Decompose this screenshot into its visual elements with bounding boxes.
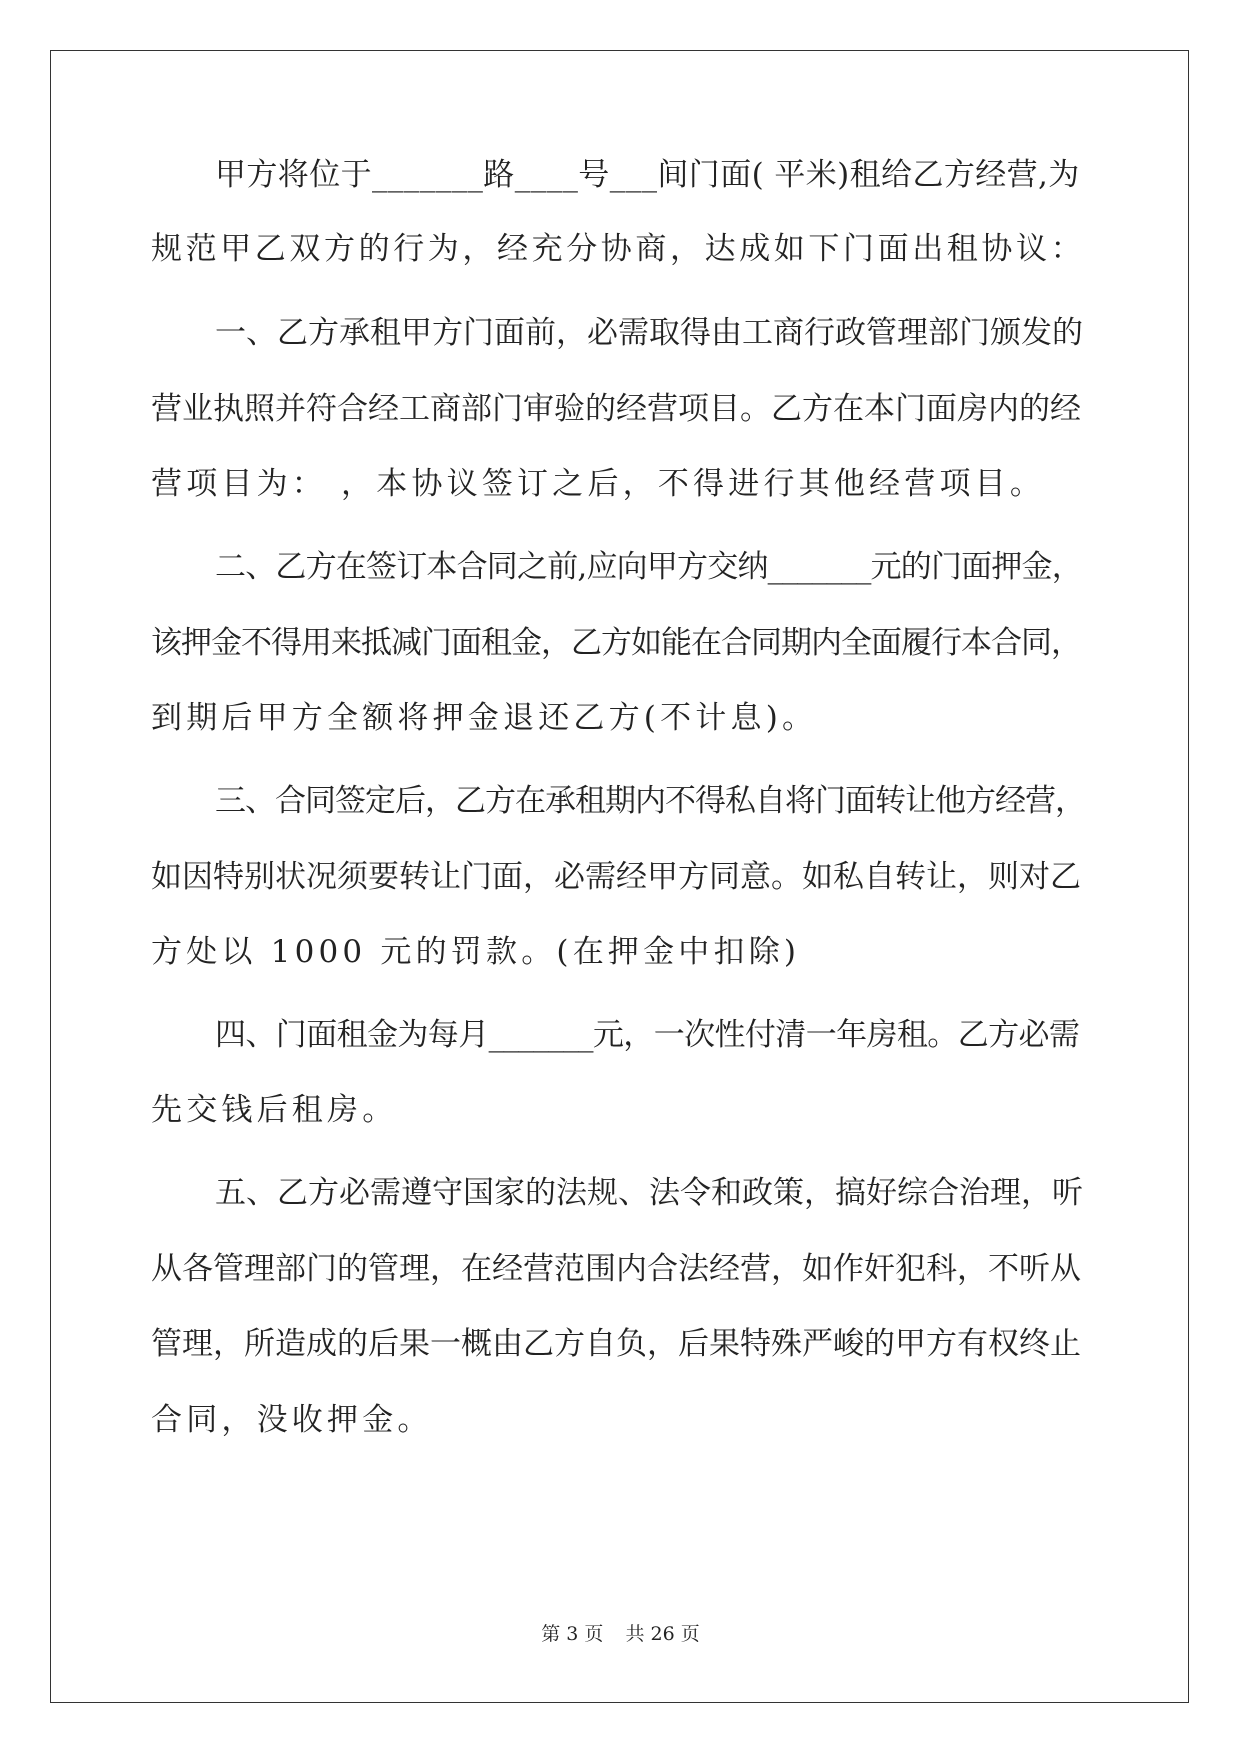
paragraph-line: 营项目为： ，本协议签订之后，不得进行其他经营项目。	[151, 466, 1046, 502]
page-footer	[0, 1622, 1241, 1646]
paragraph-line: 先交钱后租房。	[151, 1092, 398, 1128]
paragraph-line: 一、乙方承租甲方门面前，必需取得由工商行政管理部门颁发的	[215, 315, 1083, 351]
paragraph-line: 该押金不得用来抵减门面租金，乙方如能在合同期内全面履行本合同，	[151, 625, 1081, 661]
paragraph-line: 合同，没收押金。	[151, 1402, 433, 1438]
paragraph-line: 如因特别状况须要转让门面，必需经甲方同意。如私自转让，则对乙	[151, 859, 1081, 895]
total-pages: 共 26 页	[625, 1623, 700, 1645]
paragraph-line: 到期后甲方全额将押金退还乙方(不计息)。	[151, 700, 818, 736]
paragraph-line: 管理，所造成的后果一概由乙方自负，后果特殊严峻的甲方有权终止	[151, 1326, 1081, 1362]
paragraph-line: 甲方将位于_______路____号___间门面( 平米)租给乙方经营,为	[215, 157, 1080, 193]
paragraph-line: 从各管理部门的管理，在经营范围内合法经营，如作奸犯科，不听从	[151, 1251, 1081, 1287]
paragraph-line: 二、乙方在签订本合同之前,应向甲方交纳_______元的门面押金，	[215, 549, 1082, 585]
paragraph-line: 方处以 1000 元的罚款。(在押金中扣除)	[151, 934, 801, 970]
page-number: 第 3 页	[541, 1623, 604, 1645]
paragraph-line: 三、合同签定后，乙方在承租期内不得私自将门面转让他方经营，	[215, 783, 1085, 819]
paragraph-line: 营业执照并符合经工商部门审验的经营项目。乙方在本门面房内的经	[151, 391, 1081, 427]
paragraph-line: 规范甲乙双方的行为，经充分协商，达成如下门面出租协议：	[151, 231, 1086, 267]
paragraph-line: 五、乙方必需遵守国家的法规、法令和政策，搞好综合治理，听	[215, 1175, 1083, 1211]
paragraph-line: 四、门面租金为每月_______元，一次性付清一年房租。乙方必需	[215, 1017, 1080, 1053]
